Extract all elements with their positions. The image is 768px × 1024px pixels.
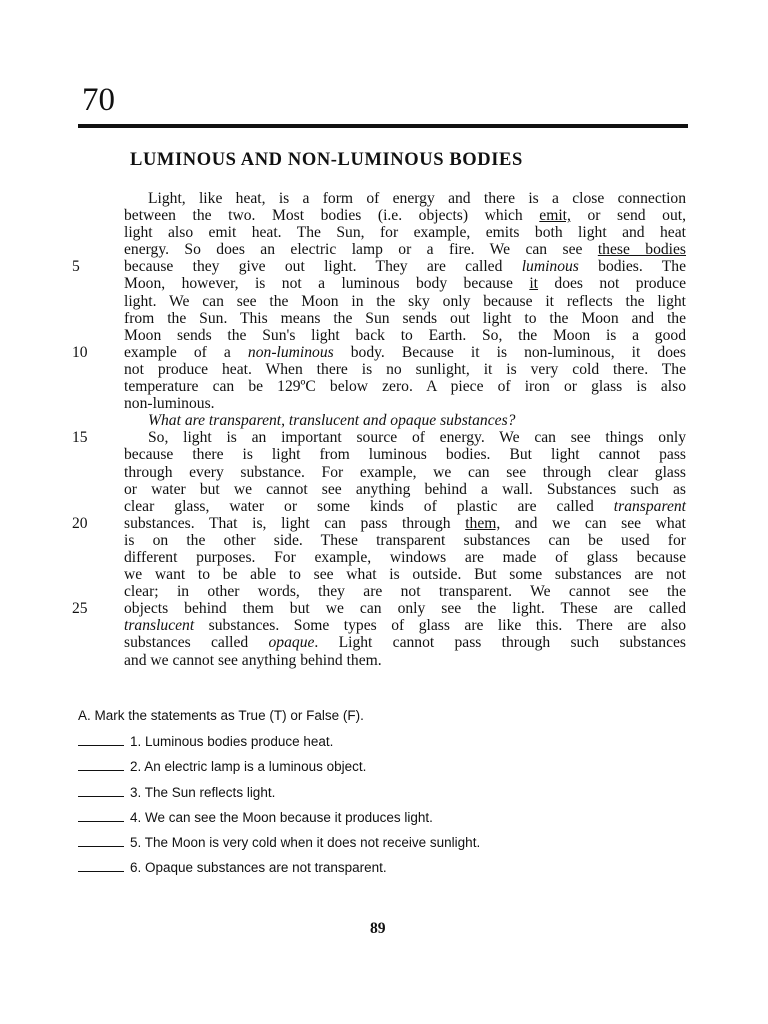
passage-line: Light, like heat, is a form of energy and there is a close connection (148, 190, 686, 207)
reading-passage (124, 190, 686, 669)
exercise-item (78, 835, 638, 860)
answer-blank[interactable] (78, 760, 124, 771)
exercise-item (78, 785, 638, 810)
passage-line: because they give out light. They are called luminous bodies. The (124, 258, 686, 276)
passage-line: example of a non-luminous body. Because it is non-luminous, it does (124, 343, 686, 361)
passage-line: translucent substances. Some types of glass are like this. There are also (124, 617, 686, 635)
header-rule (78, 124, 688, 128)
passage-line: through every substance. For example, we can see through clear glass (124, 463, 686, 481)
passage-line: is on the other side. These transparent substances can be used for (124, 531, 686, 549)
exercise-item (78, 810, 638, 835)
passage-line: because there is light from luminous bodies. But light cannot pass (124, 446, 686, 464)
passage-line: non-luminous. (124, 395, 215, 413)
line-number: 25 (72, 600, 88, 618)
passage-line: Moon sends the Sun's light back to Earth. So, the Moon is a good (124, 326, 686, 344)
line-number: 20 (72, 514, 88, 532)
answer-blank[interactable] (78, 786, 124, 797)
passage-line: different purposes. For example, windows are made of glass because (124, 548, 686, 566)
page-title: LUMINOUS AND NON-LUMINOUS BODIES (130, 150, 523, 170)
passage-line: clear; in other words, they are not transparent. We cannot see the (124, 583, 686, 601)
statement-text: 5. The Moon is very cold when it does not receive sunlight. (130, 835, 481, 851)
line-number: 15 (72, 429, 88, 447)
statement-text: 2. An electric lamp is a luminous object. (130, 759, 367, 775)
answer-blank[interactable] (78, 861, 124, 872)
statement-text: 1. Luminous bodies produce heat. (130, 734, 334, 749)
unit-number: 70 (82, 82, 115, 118)
line-number: 5 (72, 258, 80, 276)
answer-blank[interactable] (78, 735, 124, 746)
exercise-list (78, 734, 638, 886)
answer-blank[interactable] (78, 836, 124, 847)
passage-line: from the Sun. This means the Sun sends out light to the Moon and the (124, 309, 686, 327)
passage-line: objects behind them but we can only see the light. These are called (124, 600, 686, 618)
passage-line: light. We can see the Moon in the sky only because it reflects the light (124, 292, 686, 310)
passage-line: light also emit heat. The Sun, for example, emits both light and heat (124, 224, 686, 242)
passage-line: So, light is an important source of energy. We can see things only (148, 429, 686, 447)
passage-line: between the two. Most bodies (i.e. objects) which emit, or send out, (124, 207, 686, 225)
statement-text: 3. The Sun reflects light. (130, 784, 276, 800)
passage-line: or water but we cannot see anything behind a wall. Substances such as (124, 480, 686, 498)
passage-line: not produce heat. When there is no sunlight, it is very cold there. The (124, 360, 686, 378)
passage-line: clear glass, water or some kinds of plastic are called transparent (124, 497, 686, 515)
answer-blank[interactable] (78, 811, 124, 822)
passage-line: we want to be able to see what is outside. But some substances are not (124, 566, 686, 584)
passage-line: substances. That is, light can pass through them, and we can see what (124, 514, 686, 532)
passage-line: energy. So does an electric lamp or a fire. We can see these bodies (124, 241, 687, 259)
page-number: 89 (370, 920, 386, 937)
exercise-item (78, 759, 638, 784)
passage-line: substances called opaque. Light cannot pass through such substances (124, 634, 687, 652)
line-number: 10 (72, 343, 88, 361)
exercise-heading: A. Mark the statements as True (T) or False (F). (78, 708, 364, 723)
statement-text: 6. Opaque substances are not transparent. (130, 860, 387, 876)
exercise-item (78, 860, 638, 885)
passage-line: Moon, however, is not a luminous body because it does not produce (124, 275, 686, 293)
passage-line: temperature can be 129ºC below zero. A piece of iron or glass is also (124, 378, 686, 396)
section-subheading: What are transparent, translucent and opaque substances? (148, 412, 516, 430)
exercise-item (78, 734, 638, 759)
passage-line: and we cannot see anything behind them. (124, 651, 382, 669)
statement-text: 4. We can see the Moon because it produces light. (130, 809, 433, 825)
